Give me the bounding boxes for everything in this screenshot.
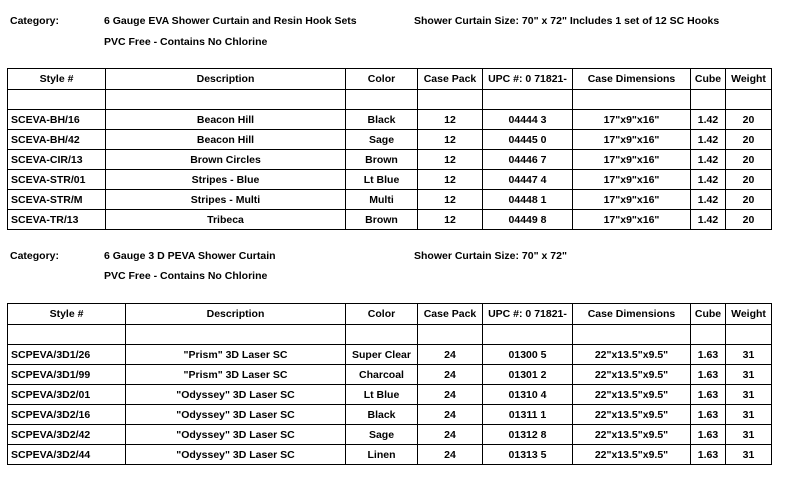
header-weight: Weight <box>726 69 772 90</box>
weight-cell: 20 <box>726 110 772 130</box>
case-dimensions-cell: 22"x13.5"x9.5" <box>573 425 691 445</box>
style-cell: SCEVA-CIR/13 <box>8 150 106 170</box>
case-dimensions-cell: 22"x13.5"x9.5" <box>573 345 691 365</box>
curtain-size-note: Shower Curtain Size: 70" x 72" Includes 1 set of 12 SC Hooks <box>414 15 720 27</box>
weight-cell: 20 <box>726 130 772 150</box>
case-pack-cell: 24 <box>418 345 483 365</box>
case-pack-cell: 24 <box>418 365 483 385</box>
header-case-pack: Case Pack <box>418 304 483 325</box>
table-row <box>8 190 772 210</box>
description-cell: Tribeca <box>106 210 346 230</box>
table-row <box>8 110 772 130</box>
header-description: Description <box>126 304 346 325</box>
description-cell: Beacon Hill <box>106 130 346 150</box>
header-upc: UPC #: 0 71821- <box>483 304 573 325</box>
header-color: Color <box>346 304 418 325</box>
color-cell: Sage <box>346 425 418 445</box>
case-pack-cell: 12 <box>418 130 483 150</box>
color-cell: Lt Blue <box>346 170 418 190</box>
description-cell: Beacon Hill <box>106 110 346 130</box>
weight-cell: 31 <box>726 345 772 365</box>
description-cell: "Odyssey" 3D Laser SC <box>126 405 346 425</box>
description-cell: "Odyssey" 3D Laser SC <box>126 445 346 465</box>
style-cell: SCEVA-BH/16 <box>8 110 106 130</box>
cube-cell: 1.63 <box>691 445 726 465</box>
upc-cell: 01300 5 <box>483 345 573 365</box>
description-cell: "Odyssey" 3D Laser SC <box>126 385 346 405</box>
cube-cell: 1.42 <box>691 190 726 210</box>
header-cube: Cube <box>691 304 726 325</box>
color-cell: Sage <box>346 130 418 150</box>
style-cell: SCEVA-BH/42 <box>8 130 106 150</box>
case-pack-cell: 24 <box>418 445 483 465</box>
table-spacer-row <box>8 90 772 110</box>
color-cell: Lt Blue <box>346 385 418 405</box>
case-dimensions-cell: 22"x13.5"x9.5" <box>573 445 691 465</box>
case-dimensions-cell: 17"x9"x16" <box>573 110 691 130</box>
case-pack-cell: 12 <box>418 190 483 210</box>
category-label: Category: <box>10 250 60 262</box>
case-dimensions-cell: 17"x9"x16" <box>573 190 691 210</box>
weight-cell: 31 <box>726 365 772 385</box>
upc-cell: 01301 2 <box>483 365 573 385</box>
upc-cell: 04448 1 <box>483 190 573 210</box>
style-cell: SCPEVA/3D2/16 <box>8 405 126 425</box>
table-row <box>8 130 772 150</box>
description-cell: Brown Circles <box>106 150 346 170</box>
header-upc: UPC #: 0 71821- <box>483 69 573 90</box>
table-spacer-row <box>8 325 772 345</box>
color-cell: Charcoal <box>346 365 418 385</box>
weight-cell: 20 <box>726 170 772 190</box>
weight-cell: 31 <box>726 445 772 465</box>
category-title: 6 Gauge 3 D PEVA Shower Curtain <box>104 250 276 262</box>
upc-cell: 01310 4 <box>483 385 573 405</box>
case-pack-cell: 12 <box>418 110 483 130</box>
upc-cell: 04445 0 <box>483 130 573 150</box>
case-pack-cell: 12 <box>418 210 483 230</box>
header-style: Style # <box>8 304 126 325</box>
case-dimensions-cell: 17"x9"x16" <box>573 210 691 230</box>
style-cell: SCPEVA/3D1/26 <box>8 345 126 365</box>
case-pack-cell: 24 <box>418 425 483 445</box>
product-table-peva <box>7 303 772 465</box>
cube-cell: 1.42 <box>691 170 726 190</box>
pvc-free-note: PVC Free - Contains No Chlorine <box>104 36 268 48</box>
header-cube: Cube <box>691 69 726 90</box>
header-color: Color <box>346 69 418 90</box>
color-cell: Linen <box>346 445 418 465</box>
category-label: Category: <box>10 15 60 27</box>
header-case-dimensions: Case Dimensions <box>573 69 691 90</box>
header-case-pack: Case Pack <box>418 69 483 90</box>
table-row <box>8 170 772 190</box>
curtain-size-note: Shower Curtain Size: 70" x 72" <box>414 250 567 262</box>
table-row <box>8 425 772 445</box>
case-pack-cell: 24 <box>418 385 483 405</box>
upc-cell: 01311 1 <box>483 405 573 425</box>
color-cell: Multi <box>346 190 418 210</box>
description-cell: "Prism" 3D Laser SC <box>126 365 346 385</box>
weight-cell: 20 <box>726 150 772 170</box>
style-cell: SCPEVA/3D1/99 <box>8 365 126 385</box>
table-row <box>8 345 772 365</box>
weight-cell: 20 <box>726 190 772 210</box>
case-pack-cell: 24 <box>418 405 483 425</box>
style-cell: SCPEVA/3D2/01 <box>8 385 126 405</box>
weight-cell: 31 <box>726 385 772 405</box>
cube-cell: 1.63 <box>691 345 726 365</box>
case-dimensions-cell: 17"x9"x16" <box>573 130 691 150</box>
weight-cell: 31 <box>726 405 772 425</box>
description-cell: Stripes - Blue <box>106 170 346 190</box>
case-pack-cell: 12 <box>418 170 483 190</box>
style-cell: SCEVA-TR/13 <box>8 210 106 230</box>
header-case-dimensions: Case Dimensions <box>573 304 691 325</box>
table-row <box>8 385 772 405</box>
cube-cell: 1.42 <box>691 110 726 130</box>
weight-cell: 20 <box>726 210 772 230</box>
case-dimensions-cell: 22"x13.5"x9.5" <box>573 405 691 425</box>
header-style: Style # <box>8 69 106 90</box>
color-cell: Super Clear <box>346 345 418 365</box>
weight-cell: 31 <box>726 425 772 445</box>
description-cell: Stripes - Multi <box>106 190 346 210</box>
cube-cell: 1.42 <box>691 130 726 150</box>
style-cell: SCPEVA/3D2/44 <box>8 445 126 465</box>
case-dimensions-cell: 22"x13.5"x9.5" <box>573 385 691 405</box>
header-description: Description <box>106 69 346 90</box>
cube-cell: 1.42 <box>691 150 726 170</box>
style-cell: SCEVA-STR/M <box>8 190 106 210</box>
color-cell: Brown <box>346 210 418 230</box>
color-cell: Brown <box>346 150 418 170</box>
case-pack-cell: 12 <box>418 150 483 170</box>
table-row <box>8 445 772 465</box>
description-cell: "Odyssey" 3D Laser SC <box>126 425 346 445</box>
table-header-row <box>8 69 772 90</box>
style-cell: SCPEVA/3D2/42 <box>8 425 126 445</box>
case-dimensions-cell: 17"x9"x16" <box>573 170 691 190</box>
category-title: 6 Gauge EVA Shower Curtain and Resin Hook Sets <box>104 15 357 27</box>
table-header-row <box>8 304 772 325</box>
product-table-eva <box>7 68 772 230</box>
cube-cell: 1.63 <box>691 405 726 425</box>
style-cell: SCEVA-STR/01 <box>8 170 106 190</box>
upc-cell: 04444 3 <box>483 110 573 130</box>
case-dimensions-cell: 17"x9"x16" <box>573 150 691 170</box>
case-dimensions-cell: 22"x13.5"x9.5" <box>573 365 691 385</box>
color-cell: Black <box>346 110 418 130</box>
table-row <box>8 365 772 385</box>
description-cell: "Prism" 3D Laser SC <box>126 345 346 365</box>
header-weight: Weight <box>726 304 772 325</box>
upc-cell: 01312 8 <box>483 425 573 445</box>
cube-cell: 1.63 <box>691 365 726 385</box>
cube-cell: 1.63 <box>691 385 726 405</box>
upc-cell: 04449 8 <box>483 210 573 230</box>
pvc-free-note: PVC Free - Contains No Chlorine <box>104 270 268 282</box>
upc-cell: 04446 7 <box>483 150 573 170</box>
table-row <box>8 150 772 170</box>
table-row <box>8 210 772 230</box>
cube-cell: 1.63 <box>691 425 726 445</box>
color-cell: Black <box>346 405 418 425</box>
upc-cell: 01313 5 <box>483 445 573 465</box>
upc-cell: 04447 4 <box>483 170 573 190</box>
table-row <box>8 405 772 425</box>
cube-cell: 1.42 <box>691 210 726 230</box>
